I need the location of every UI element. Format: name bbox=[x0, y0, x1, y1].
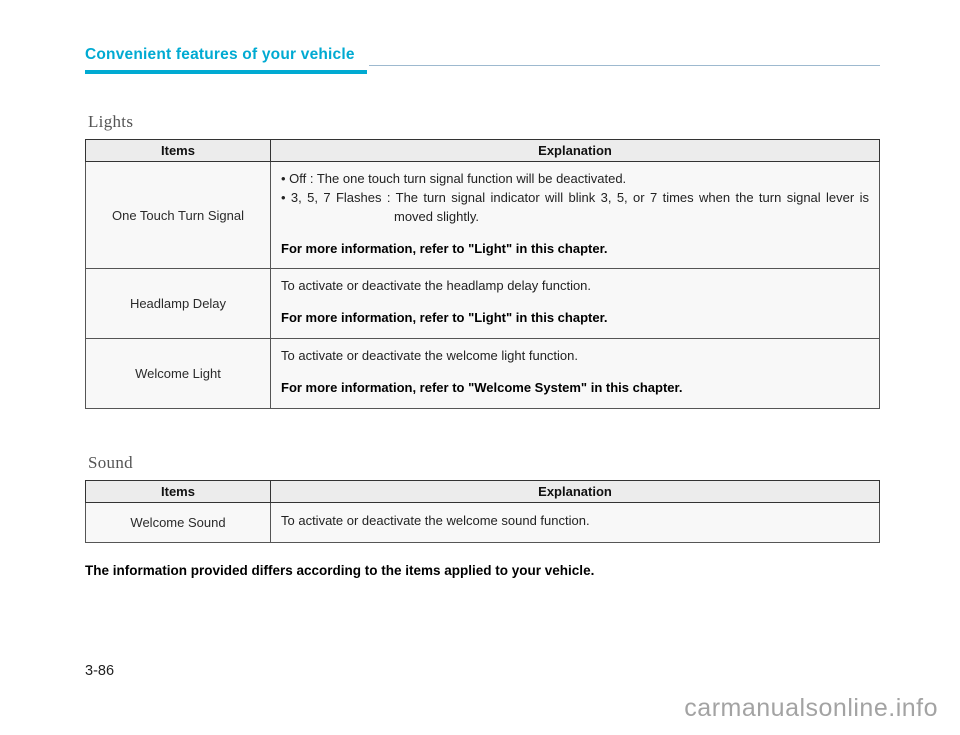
explanation-headlamp-delay bbox=[271, 269, 880, 339]
table-row-welcome-light bbox=[86, 339, 880, 409]
welcome-light-refer-note: For more information, refer to "Welcome System" in this chapter. bbox=[281, 379, 683, 395]
section-title-sound: Sound bbox=[88, 452, 133, 472]
table-row-headlamp-delay bbox=[86, 269, 880, 339]
table-row-one-touch-turn-signal bbox=[86, 162, 880, 269]
one-touch-refer-note: For more information, refer to "Light" in this chapter. bbox=[281, 240, 608, 256]
explanation-welcome-sound bbox=[271, 502, 880, 542]
table-row-welcome-sound bbox=[86, 502, 880, 542]
sound-table bbox=[85, 480, 880, 543]
sound-col-explanation: Explanation bbox=[271, 480, 880, 502]
watermark-text: carmanualsonline.info bbox=[684, 694, 938, 722]
one-touch-bullet-off: • Off : The one touch turn signal function will be deactivated. bbox=[281, 171, 627, 186]
sound-col-items: Items bbox=[86, 480, 271, 502]
explanation-welcome-light bbox=[271, 339, 880, 409]
chapter-title: Convenient features of your vehicle bbox=[85, 46, 367, 74]
applicability-note: The information provided differs according to the items applied to your vehicle. bbox=[85, 562, 595, 578]
page-number: 3-86 bbox=[85, 663, 115, 679]
item-headlamp-delay: Headlamp Delay bbox=[86, 269, 271, 339]
lights-table-header-row bbox=[86, 140, 880, 162]
lights-table bbox=[85, 139, 880, 409]
headlamp-delay-text: To activate or deactivate the headlamp delay function. bbox=[281, 278, 592, 294]
section-title-lights: Lights bbox=[88, 112, 134, 131]
item-welcome-sound: Welcome Sound bbox=[86, 502, 271, 542]
item-welcome-light: Welcome Light bbox=[86, 339, 271, 409]
one-touch-bullet-flashes: • 3, 5, 7 Flashes : The turn signal indicator will blink 3, 5, or 7 times when the turn signal lever is moved slightly. bbox=[281, 189, 869, 224]
explanation-one-touch-turn-signal bbox=[271, 162, 880, 269]
lights-col-items: Items bbox=[86, 140, 271, 162]
sound-table-header-row bbox=[86, 480, 880, 502]
page-header bbox=[85, 46, 880, 74]
lights-col-explanation: Explanation bbox=[271, 140, 880, 162]
header-divider bbox=[369, 65, 880, 66]
welcome-sound-text: To activate or deactivate the welcome sound function. bbox=[281, 512, 590, 528]
welcome-light-text: To activate or deactivate the welcome light function. bbox=[281, 348, 578, 364]
item-one-touch-turn-signal: One Touch Turn Signal bbox=[86, 162, 271, 269]
headlamp-delay-refer-note: For more information, refer to "Light" in this chapter. bbox=[281, 310, 608, 326]
